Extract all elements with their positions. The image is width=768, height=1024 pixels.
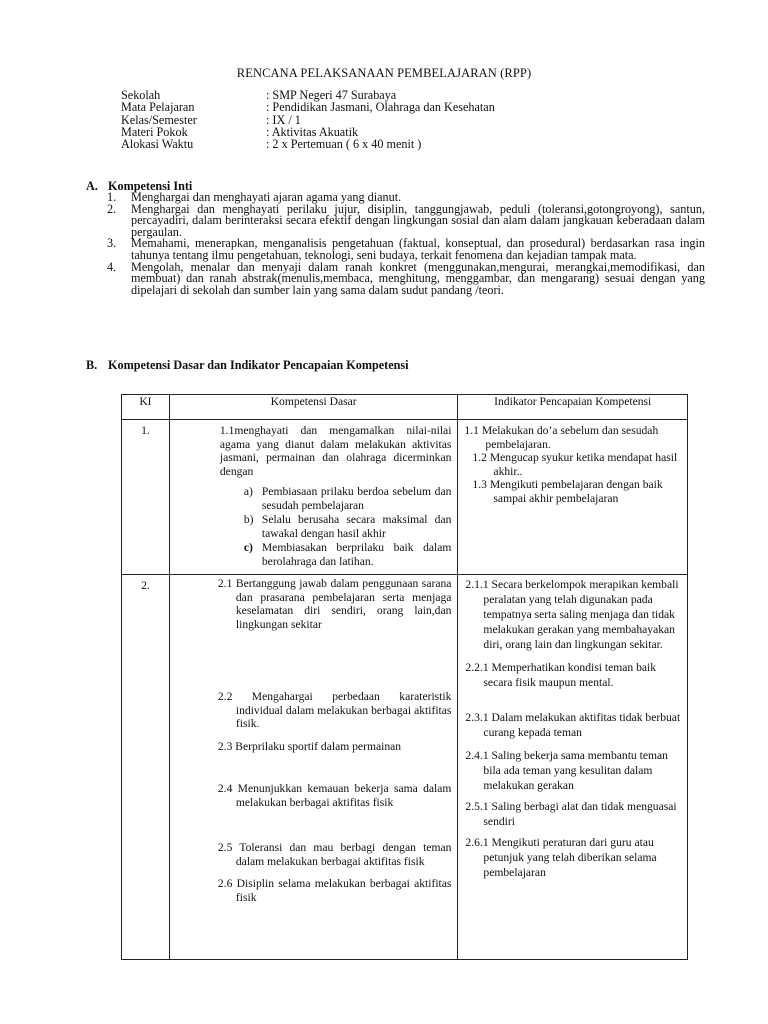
info-value: : 2 x Pertemuan ( 6 x 40 menit ) — [266, 137, 422, 152]
info-block — [121, 89, 495, 150]
list-number: 4. — [107, 259, 117, 274]
section-title: Kompetensi Dasar dan Indikator Pencapaian Kompetensi — [108, 358, 409, 372]
table-row — [122, 575, 688, 960]
document-title: RENCANA PELAKSANAAN PEMBELAJARAN (RPP) — [236, 66, 532, 80]
indicator-cell — [458, 420, 688, 575]
list-number: 2. — [107, 201, 117, 216]
list-item — [107, 259, 705, 297]
kd-item: 2.3 Berprilaku sportif dalam permainan — [217, 739, 402, 753]
info-value: : SMP Negeri 47 Surabaya — [266, 88, 397, 102]
kd-text: 1.1menghayati dan mengamalkan nilai-nilai agama yang dianut dalam melakukan aktivitas jasmani, permainan dan olahraga dicerminkan dengan — [219, 424, 452, 478]
kd-sub-item — [220, 485, 452, 513]
indicator-item: 2.3.1 Dalam melakukan aktifitas tidak berbuat curang kepada teman — [465, 711, 681, 739]
sub-letter: a) — [243, 485, 253, 498]
info-label: Materi Pokok — [121, 124, 188, 139]
kd-item: 2.5 Toleransi dan mau berbagi dengan teman dalam melakukan berbagai aktifitas fisik — [217, 841, 452, 868]
list-text: Memahami, menerapkan, menganalisis pengetahuan (faktual, konseptual, dan prosedural) berdasarkan rasa ingin tahunya tentang ilmu pengetahuan, teknologi, seni budaya, terkait fenomena dan kejadian tampak mata. — [131, 236, 705, 262]
info-label: Alokasi Waktu — [121, 137, 194, 152]
sub-text: Membiasakan berprilaku baik dalam berolahraga dan latihan. — [261, 541, 452, 568]
indicator-item: 2.4.1 Saling bekerja sama membantu teman bila ada teman yang kesulitan dalam melakukan gerakan — [465, 749, 668, 792]
header-ki: KI — [122, 395, 170, 420]
info-value: : Pendidikan Jasmani, Olahraga dan Kesehatan — [266, 100, 495, 115]
indicator-item: 2.2.1 Memperhatikan kondisi teman baik secara fisik maupun mental. — [465, 661, 657, 689]
list-number: 1. — [107, 190, 117, 204]
row-number: 2. — [122, 575, 170, 960]
kd-sub-item — [220, 513, 452, 541]
kd-item: 2.6 Disiplin selama melakukan berbagai aktifitas fisik — [217, 877, 452, 904]
section-letter: B. — [86, 358, 98, 372]
kd-cell — [169, 420, 458, 575]
list-text: Menghargai dan menghayati ajaran agama yang dianut. — [131, 190, 402, 204]
indicator-item: 2.1.1 Secara berkelompok merapikan kembali peralatan yang telah digunakan pada tempatnya serta saling menjaga dan tidak melakukan gerakan yang membahayakan diri, orang lain dan lingkungan sekitar. — [465, 578, 679, 651]
sub-letter: b) — [243, 513, 254, 526]
kd-item: 2.2 Mengahargai perbedaan karateristik individual dalam melakukan berbagai aktifitas fisik. — [217, 690, 452, 730]
indicator-item: 1.3 Mengikuti pembelajaran dengan baik sampai akhir pembelajaran — [472, 478, 663, 505]
kd-sub-item — [220, 541, 452, 569]
indicator-item: 1.2 Mengucap syukur ketika mendapat hasil akhir.. — [472, 451, 678, 478]
info-row-alokasi — [121, 138, 495, 150]
info-label: Kelas/Semester — [121, 112, 197, 127]
list-item — [107, 238, 705, 261]
kompetensi-inti-list — [107, 192, 705, 296]
indicator-cell — [458, 575, 688, 960]
indicator-item: 2.6.1 Mengikuti peraturan dari guru atau petunjuk yang telah diberikan selama pembelajaran — [465, 836, 657, 879]
info-label: Mata Pelajaran — [121, 100, 195, 115]
kompetensi-dasar-table — [121, 394, 688, 960]
kd-cell — [169, 575, 458, 960]
list-number: 3. — [107, 236, 117, 251]
table-header-row — [122, 395, 688, 420]
section-b-heading — [86, 358, 409, 373]
header-kompetensi-dasar: Kompetensi Dasar — [169, 395, 458, 420]
info-value: : IX / 1 — [266, 112, 301, 127]
indicator-item: 1.1 Melakukan do’a sebelum dan sesudah pembelajaran. — [464, 424, 659, 451]
row-number: 1. — [122, 420, 170, 575]
kd-item: 2.4 Menunjukkan kemauan bekerja sama dalam melakukan berbagai aktifitas fisik — [217, 782, 452, 809]
sub-letter: c) — [243, 541, 253, 554]
sub-text: Pembiasaan prilaku berdoa sebelum dan sesudah pembelajaran — [261, 485, 452, 512]
section-letter: A. — [86, 179, 98, 193]
info-label: Sekolah — [121, 88, 161, 102]
sub-text: Selalu berusaha secara maksimal dan tawakal dengan hasil akhir — [261, 513, 452, 540]
indicator-item: 2.5.1 Saling berbagi alat dan tidak menguasai sendiri — [465, 800, 677, 828]
list-item — [107, 201, 705, 239]
info-value: : Aktivitas Akuatik — [266, 124, 359, 139]
table-row — [122, 420, 688, 575]
info-row-mapel — [121, 101, 495, 113]
kd-item: 2.1 Bertanggung jawab dalam penggunaan sarana dan prasarana pembelajaran serta menjaga keselamatan diri sendiri, orang lain,dan lingkungan sekitar — [217, 577, 452, 631]
section-title: Kompetensi Inti — [108, 179, 193, 193]
header-indikator: Indikator Pencapaian Kompetensi — [458, 395, 688, 420]
list-text: Menghargai dan menghayati perilaku jujur, disiplin, tanggungjawab, peduli (toleransi,gotongroyong), santun, percayadiri, dalam berinteraksi secara efektif dengan lingkungan sosial dan alam dalam jangkauan keberadaan dalam pergaulan. — [131, 201, 705, 239]
list-text: Mengolah, menalar dan menyaji dalam ranah konkret (menggunakan,mengurai, merangkai,memodifikasi, dan membuat) dan ranah abstrak(menulis,membaca, menghitung, menggambar, dan mengarang) sesuai dengan yang dipelajari di sekolah dan sumber lain yang sama dalam sudut pandang /teori. — [131, 259, 705, 297]
